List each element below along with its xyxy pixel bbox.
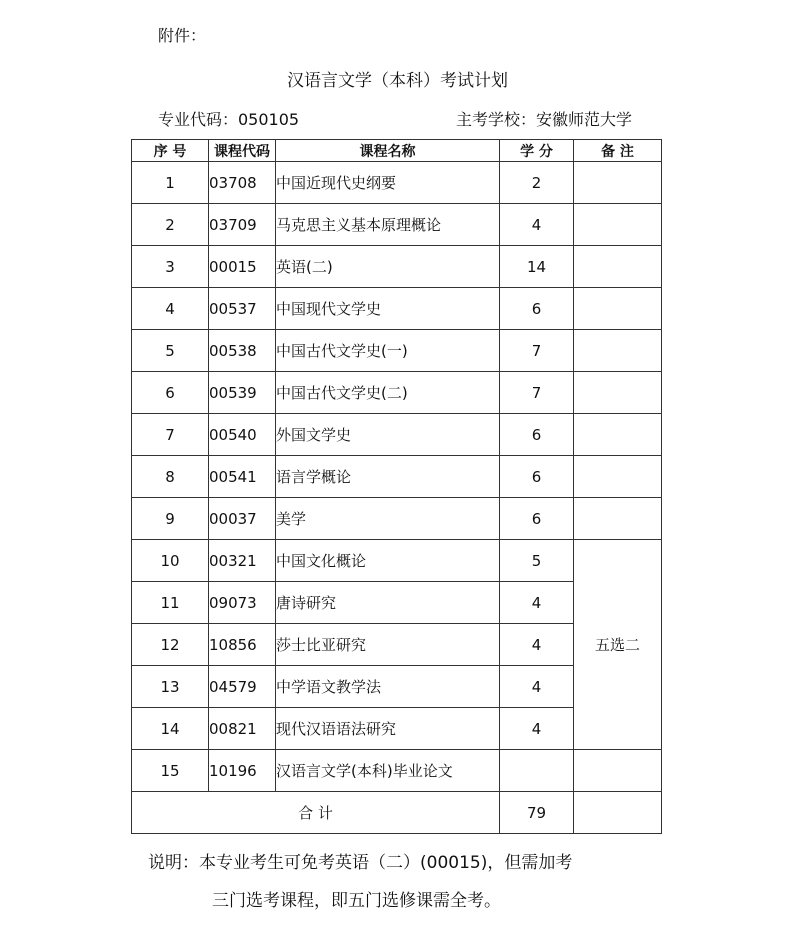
row-name: 汉语言文学(本科)毕业论文 bbox=[276, 750, 500, 792]
total-label: 合 计 bbox=[132, 792, 500, 834]
row-no: 12 bbox=[132, 624, 209, 666]
row-credit: 4 bbox=[500, 204, 574, 246]
row-credit: 5 bbox=[500, 540, 574, 582]
table-row bbox=[132, 204, 662, 246]
header-no: 序 号 bbox=[132, 140, 209, 162]
row-name: 中学语文教学法 bbox=[276, 666, 500, 708]
row-credit: 6 bbox=[500, 498, 574, 540]
row-name: 中国古代文学史(一) bbox=[276, 330, 500, 372]
table-row bbox=[132, 456, 662, 498]
row-no: 10 bbox=[132, 540, 209, 582]
row-code: 00015 bbox=[209, 246, 276, 288]
row-credit: 4 bbox=[500, 708, 574, 750]
table-row bbox=[132, 288, 662, 330]
row-name: 语言学概论 bbox=[276, 456, 500, 498]
row-name: 唐诗研究 bbox=[276, 582, 500, 624]
row-code: 00540 bbox=[209, 414, 276, 456]
row-note bbox=[574, 204, 662, 246]
row-name: 马克思主义基本原理概论 bbox=[276, 204, 500, 246]
row-no: 15 bbox=[132, 750, 209, 792]
row-credit: 14 bbox=[500, 246, 574, 288]
total-note bbox=[574, 792, 662, 834]
attachment-label: 附件： bbox=[158, 26, 207, 45]
row-name: 中国现代文学史 bbox=[276, 288, 500, 330]
elective-note: 五选二 bbox=[574, 540, 662, 750]
row-code: 00539 bbox=[209, 372, 276, 414]
row-no: 6 bbox=[132, 372, 209, 414]
row-no: 13 bbox=[132, 666, 209, 708]
row-code: 03708 bbox=[209, 162, 276, 204]
table-header-row bbox=[132, 140, 662, 162]
row-no: 11 bbox=[132, 582, 209, 624]
page-title: 汉语言文学（本科）考试计划 bbox=[287, 71, 508, 91]
table-row bbox=[132, 246, 662, 288]
row-name: 中国近现代史纲要 bbox=[276, 162, 500, 204]
row-credit: 4 bbox=[500, 666, 574, 708]
row-credit: 6 bbox=[500, 288, 574, 330]
row-no: 8 bbox=[132, 456, 209, 498]
row-code: 09073 bbox=[209, 582, 276, 624]
row-no: 14 bbox=[132, 708, 209, 750]
row-note bbox=[574, 456, 662, 498]
header-note: 备 注 bbox=[574, 140, 662, 162]
row-code: 10196 bbox=[209, 750, 276, 792]
row-no: 7 bbox=[132, 414, 209, 456]
row-code: 00321 bbox=[209, 540, 276, 582]
row-note bbox=[574, 414, 662, 456]
row-name: 外国文学史 bbox=[276, 414, 500, 456]
row-credit: 7 bbox=[500, 372, 574, 414]
row-note bbox=[574, 372, 662, 414]
row-credit: 7 bbox=[500, 330, 574, 372]
table-row bbox=[132, 330, 662, 372]
row-code: 00537 bbox=[209, 288, 276, 330]
school-label: 主考学校：安徽师范大学 bbox=[456, 110, 633, 129]
row-credit: 6 bbox=[500, 456, 574, 498]
row-note bbox=[574, 162, 662, 204]
row-name: 英语(二) bbox=[276, 246, 500, 288]
row-credit: 4 bbox=[500, 582, 574, 624]
table-row bbox=[132, 414, 662, 456]
table-row bbox=[132, 750, 662, 792]
total-row bbox=[132, 792, 662, 834]
table-row bbox=[132, 372, 662, 414]
row-no: 5 bbox=[132, 330, 209, 372]
row-name: 现代汉语语法研究 bbox=[276, 708, 500, 750]
exam-plan-table bbox=[131, 139, 662, 834]
row-code: 10856 bbox=[209, 624, 276, 666]
row-credit bbox=[500, 750, 574, 792]
table-row bbox=[132, 498, 662, 540]
row-name: 美学 bbox=[276, 498, 500, 540]
row-no: 4 bbox=[132, 288, 209, 330]
row-name: 莎士比亚研究 bbox=[276, 624, 500, 666]
row-credit: 2 bbox=[500, 162, 574, 204]
note-line-1: 说明：本专业考生可免考英语（二）(00015)，但需加考 bbox=[148, 853, 573, 873]
table-row bbox=[132, 540, 662, 582]
header-credit: 学 分 bbox=[500, 140, 574, 162]
row-code: 00538 bbox=[209, 330, 276, 372]
row-code: 00821 bbox=[209, 708, 276, 750]
note-line-2: 三门选考课程，即五门选修课需全考。 bbox=[212, 891, 501, 911]
row-credit: 6 bbox=[500, 414, 574, 456]
row-no: 9 bbox=[132, 498, 209, 540]
header-name: 课程名称 bbox=[276, 140, 500, 162]
row-credit: 4 bbox=[500, 624, 574, 666]
row-note bbox=[574, 246, 662, 288]
row-code: 03709 bbox=[209, 204, 276, 246]
header-code: 课程代码 bbox=[209, 140, 276, 162]
row-no: 3 bbox=[132, 246, 209, 288]
row-note bbox=[574, 750, 662, 792]
row-note bbox=[574, 330, 662, 372]
row-code: 00541 bbox=[209, 456, 276, 498]
total-value: 79 bbox=[500, 792, 574, 834]
row-code: 00037 bbox=[209, 498, 276, 540]
row-note bbox=[574, 288, 662, 330]
row-code: 04579 bbox=[209, 666, 276, 708]
row-name: 中国古代文学史(二) bbox=[276, 372, 500, 414]
row-name: 中国文化概论 bbox=[276, 540, 500, 582]
row-no: 2 bbox=[132, 204, 209, 246]
table-row bbox=[132, 162, 662, 204]
row-note bbox=[574, 498, 662, 540]
major-code-label: 专业代码：050105 bbox=[158, 110, 300, 129]
row-no: 1 bbox=[132, 162, 209, 204]
